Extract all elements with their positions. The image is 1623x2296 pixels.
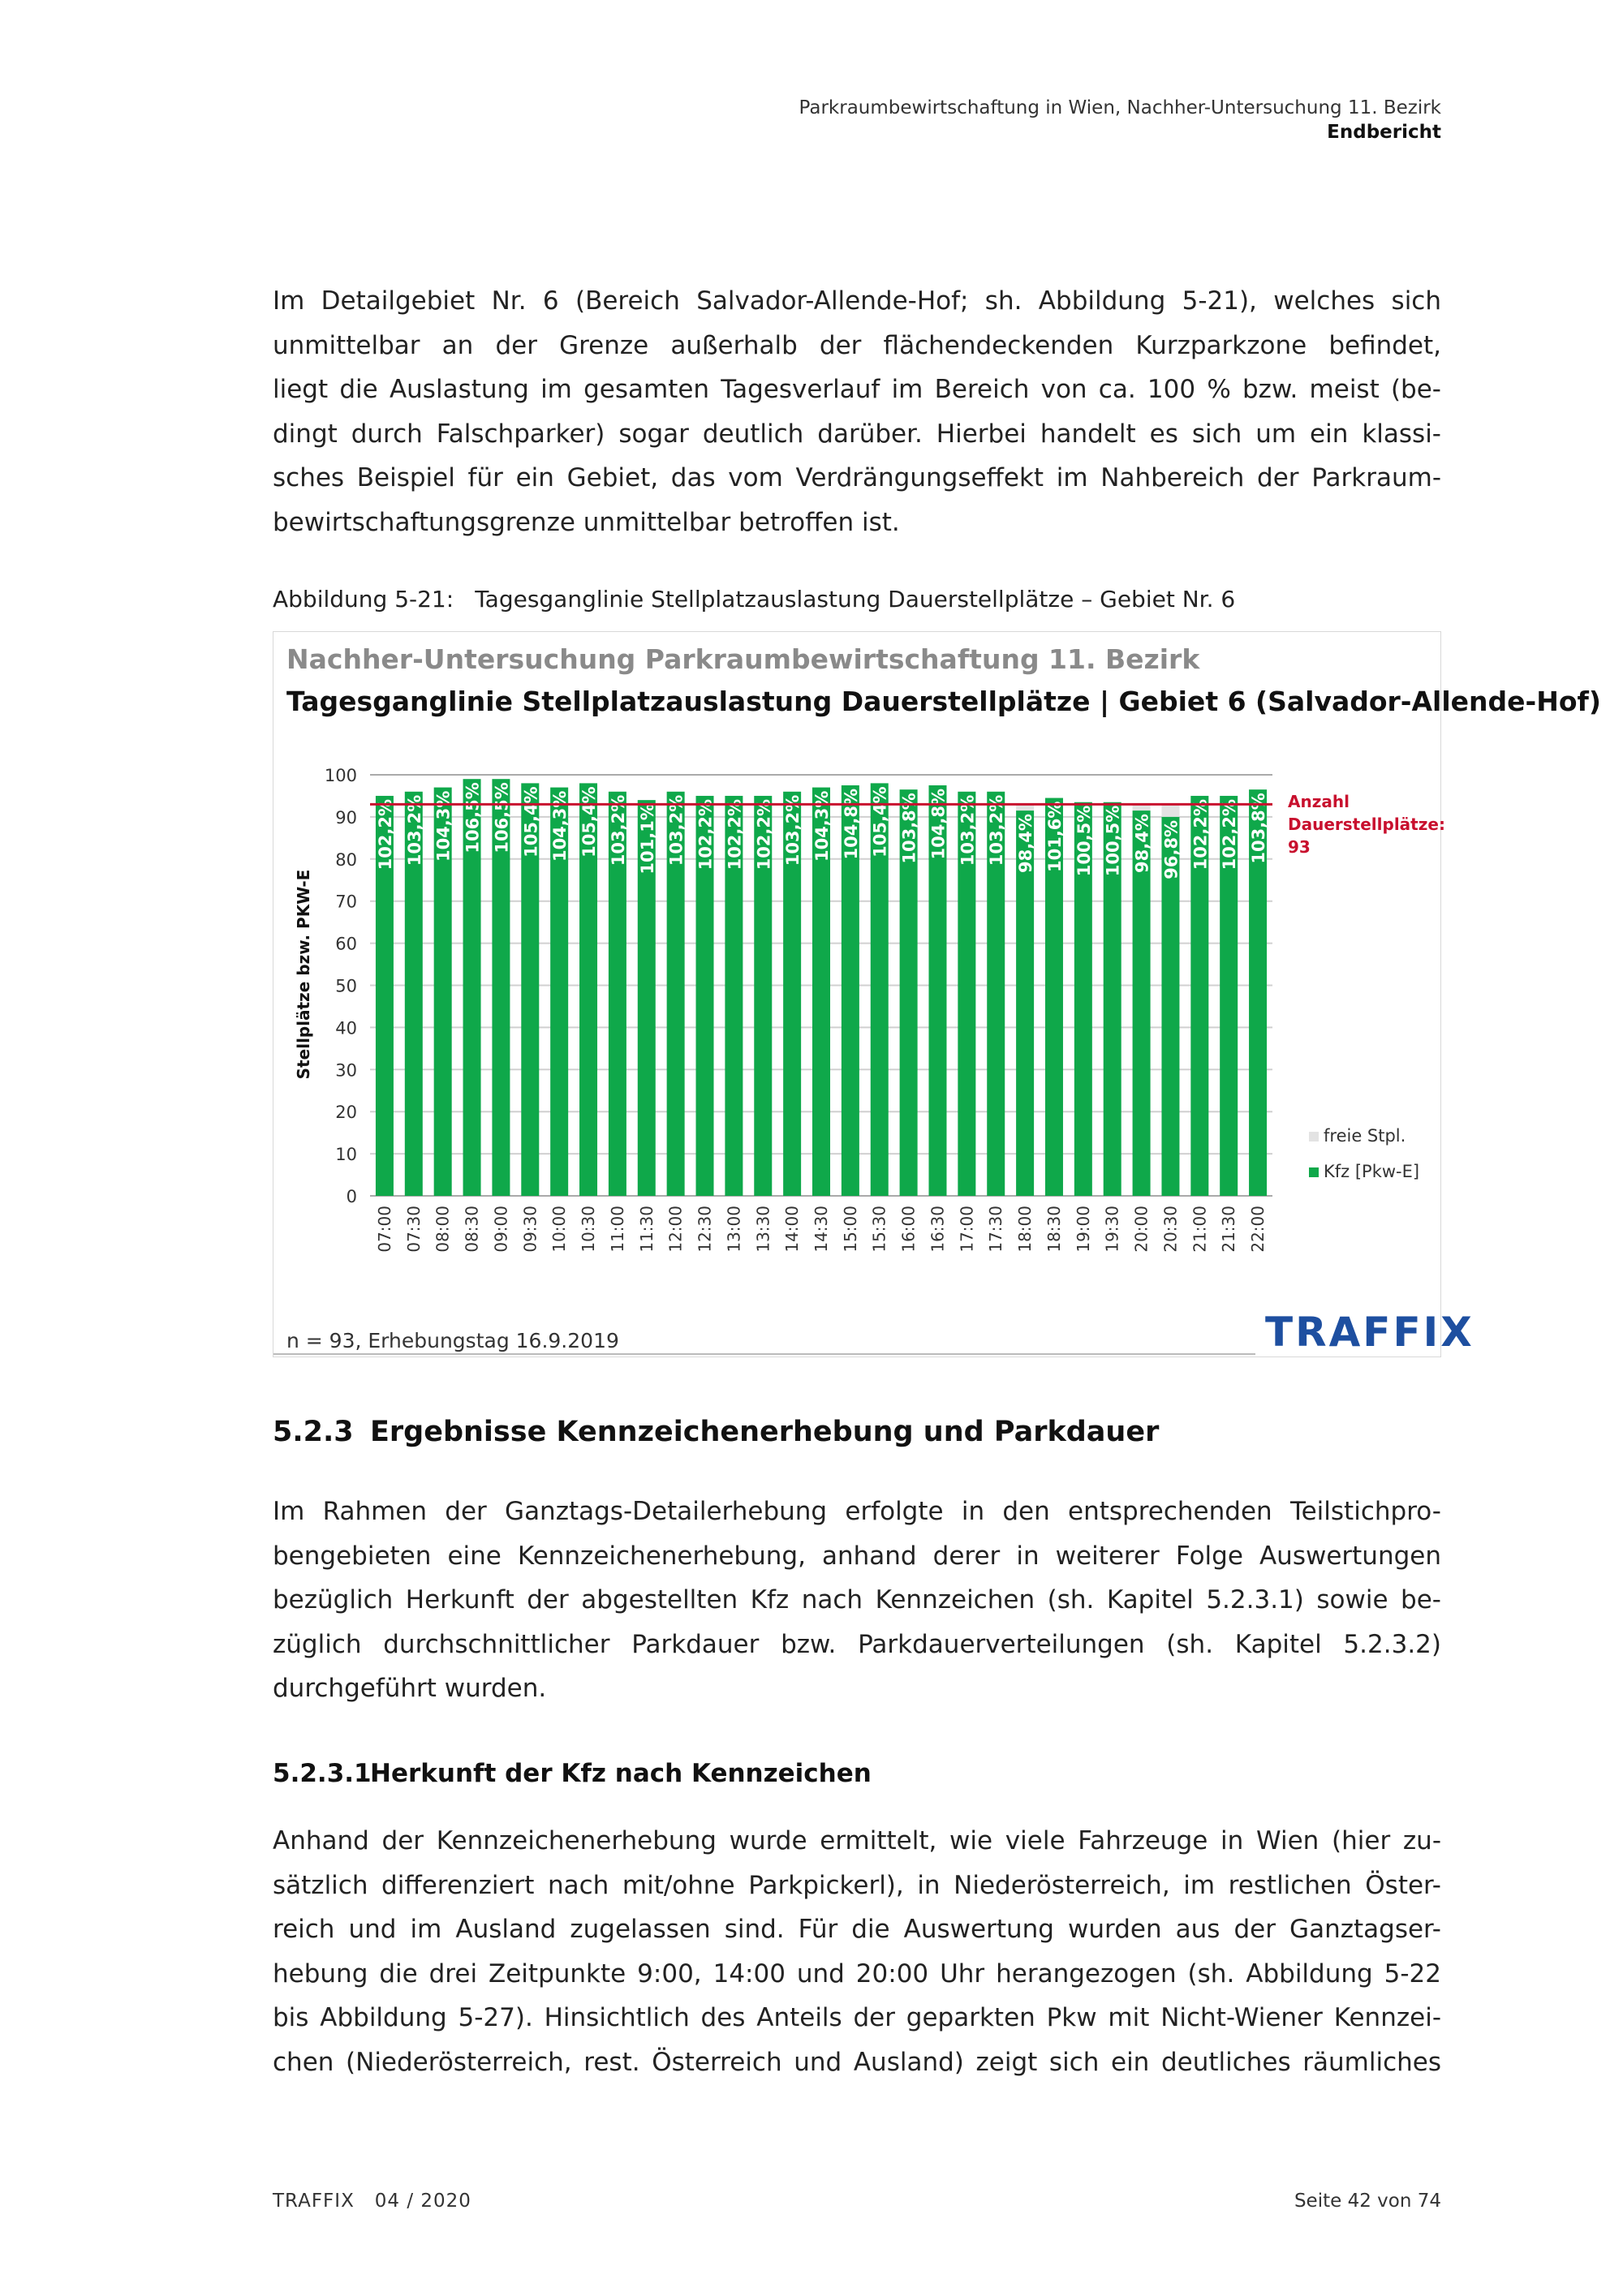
paragraph-line: durchgeführt wurden. [273, 1674, 547, 1703]
footer-left: TRAFFIX 04 / 2020 [273, 2191, 471, 2212]
bar-percent-label: 103,2% [666, 794, 687, 866]
y-tick-label: 90 [335, 807, 357, 828]
paragraph-line: chen (Niederösterreich, rest. Österreich und Ausland) zeigt sich ein deutliches räumliches [273, 2047, 1441, 2077]
figure-caption [273, 586, 1256, 613]
chart-footnote: n = 93, Erhebungstag 16.9.2019 [286, 1329, 619, 1352]
x-tick-label: 17:30 [986, 1206, 1006, 1253]
x-tick-label: 22:00 [1248, 1206, 1268, 1253]
paragraph-line: reich und im Ausland zugelassen sind. Für die Auswertung wurden aus der Ganztagser- [273, 1915, 1441, 1944]
section-title: Ergebnisse Kennzeichenerhebung und Parkdauer [370, 1416, 1160, 1448]
paragraph-line: unmittelbar an der Grenze außerhalb der flächendeckenden Kurzparkzone befindet, [273, 330, 1441, 360]
x-tick-label: 19:00 [1073, 1206, 1093, 1253]
x-tick-label: 13:00 [724, 1206, 744, 1253]
y-tick-label: 20 [335, 1103, 357, 1123]
bar-percent-label: 104,3% [812, 790, 832, 862]
bar-percent-label: 105,4% [579, 786, 600, 858]
figure-caption-label: Abbildung 5-21: [273, 586, 454, 613]
bar-percent-label: 103,2% [404, 794, 424, 866]
y-tick-label: 30 [335, 1060, 357, 1081]
bar-percent-label: 100,5% [1103, 805, 1123, 877]
figure-caption-text: Tagesganglinie Stellplatzauslastung Dauerstellplätze – Gebiet Nr. 6 [475, 586, 1236, 613]
bar-percent-label: 102,2% [754, 798, 774, 871]
x-tick-label: 14:30 [812, 1206, 831, 1253]
paragraph-line: bengebieten eine Kennzeichenerhebung, anhand derer in weiterer Folge Auswertungen [273, 1541, 1441, 1571]
x-tick-label: 20:00 [1131, 1206, 1152, 1253]
bar-percent-label: 103,2% [608, 794, 628, 866]
legend [1309, 1126, 1419, 1181]
paragraph-line: bezüglich Herkunft der abgestellten Kfz nach Kennzeichen (sh. Kapitel 5.2.3.1) sowie be- [273, 1585, 1441, 1615]
y-tick-label: 60 [335, 934, 357, 954]
x-tick-label: 12:30 [695, 1206, 715, 1253]
reference-line-label: 93 [1288, 837, 1311, 857]
bar-percent-label: 100,5% [1074, 805, 1094, 877]
x-tick-label: 07:00 [374, 1206, 394, 1253]
chart-subtitle: Tagesganglinie Stellplatzauslastung Dauerstellplätze | Gebiet 6 (Salvador-Allende-Hof) [286, 686, 1601, 717]
x-tick-label: 12:00 [665, 1206, 686, 1253]
section-number: 5.2.3 [273, 1416, 354, 1448]
legend-label-free: freie Stpl. [1324, 1126, 1406, 1146]
paragraph-1 [273, 279, 1441, 544]
chart-container [273, 631, 1601, 1357]
bar-percent-label: 104,8% [928, 788, 949, 860]
bar-percent-label: 96,8% [1161, 819, 1182, 879]
bar-percent-label: 102,2% [725, 798, 745, 871]
x-tick-label: 20:30 [1160, 1206, 1181, 1253]
paragraph-line: bis Abbildung 5-27). Hinsichtlich des Anteils der geparkten Pkw mit Nicht-Wiener Kennzei- [273, 2003, 1441, 2032]
reference-line-label: Anzahl [1288, 792, 1350, 811]
paragraph-2 [273, 1490, 1441, 1711]
running-header-subtitle: Endbericht [1327, 122, 1441, 143]
bar-percent-label: 102,2% [695, 798, 716, 871]
bar-percent-label: 104,3% [550, 790, 570, 862]
subsection-title: Herkunft der Kfz nach Kennzeichen [370, 1759, 872, 1788]
bar-percent-label: 103,8% [899, 793, 919, 864]
bar-percent-label: 102,2% [1220, 798, 1240, 871]
y-tick-label: 80 [335, 849, 357, 870]
x-tick-label: 18:30 [1044, 1206, 1064, 1253]
paragraph-line: Anhand der Kennzeichenerhebung wurde ermittelt, wie viele Fahrzeuge in Wien (hier zu- [273, 1826, 1441, 1855]
bar-chart [273, 632, 1601, 1357]
bar-percent-label: 103,2% [958, 794, 978, 866]
paragraph-line: bewirtschaftungsgrenze unmittelbar betroffen ist. [273, 507, 900, 537]
paragraph-line: hebung die drei Zeitpunkte 9:00, 14:00 und 20:00 Uhr herangezogen (sh. Abbildung 5-22 [273, 1958, 1441, 1989]
subsection-number: 5.2.3.1 [273, 1759, 372, 1788]
paragraph-line: Im Detailgebiet Nr. 6 (Bereich Salvador-Allende-Hof; sh. Abbildung 5-21), welches sich [273, 286, 1441, 316]
x-tick-label: 18:00 [1015, 1206, 1035, 1253]
paragraph-line: Im Rahmen der Ganztags-Detailerhebung erfolgte in den entsprechenden Teilstichpro- [273, 1497, 1441, 1526]
bar-percent-label: 103,2% [783, 794, 803, 866]
y-tick-label: 100 [324, 766, 357, 785]
y-tick-label: 70 [335, 892, 357, 912]
y-tick-label: 0 [346, 1187, 357, 1206]
bar-percent-label: 102,2% [1190, 798, 1211, 871]
legend-swatch-kfz [1309, 1167, 1319, 1177]
x-tick-label: 19:30 [1102, 1206, 1122, 1253]
bar-percent-label: 101,1% [637, 803, 657, 875]
section-heading [273, 1416, 1159, 1448]
x-tick-label: 10:00 [549, 1206, 570, 1253]
legend-label-kfz: Kfz [Pkw-E] [1324, 1162, 1420, 1181]
legend-swatch-free [1309, 1132, 1319, 1142]
bar-percent-label: 104,8% [841, 788, 861, 860]
traffix-logo: TRAFFIX [1265, 1309, 1474, 1356]
bar-percent-label: 105,4% [521, 786, 541, 858]
paragraph-line: liegt die Auslastung im gesamten Tagesverlauf im Bereich von ca. 100 % bzw. meist (be- [273, 375, 1441, 404]
paragraph-line: züglich durchschnittlicher Parkdauer bzw. Parkdauerverteilungen (sh. Kapitel 5.2.3.2) [273, 1629, 1441, 1659]
bar-percent-label: 98,4% [1016, 814, 1036, 873]
bar-percent-label: 106,5% [463, 782, 483, 853]
x-tick-label: 16:30 [928, 1206, 948, 1253]
x-tick-label: 11:30 [636, 1206, 657, 1253]
y-axis-label: Stellplätze bzw. PKW-E [294, 869, 313, 1080]
x-tick-label: 21:00 [1190, 1206, 1210, 1253]
x-tick-label: 15:30 [869, 1206, 889, 1253]
footer-page-number: Seite 42 von 74 [1294, 2191, 1441, 2212]
bar-percent-label: 102,2% [375, 798, 395, 871]
y-tick-label: 10 [335, 1145, 357, 1165]
bar-percent-label: 106,5% [492, 782, 512, 853]
x-tick-label: 10:30 [579, 1206, 599, 1253]
bar-percent-label: 103,8% [1249, 793, 1269, 864]
bar-percent-label: 98,4% [1132, 814, 1152, 873]
x-tick-label: 16:00 [898, 1206, 919, 1253]
chart-title: Nachher-Untersuchung Parkraumbewirtschaftung 11. Bezirk [286, 643, 1200, 675]
x-tick-label: 17:00 [957, 1206, 977, 1253]
x-tick-label: 09:00 [491, 1206, 511, 1253]
paragraph-line: dingt durch Falschparker) sogar deutlich darüber. Hierbei handelt es sich um ein klassi- [273, 419, 1441, 449]
x-tick-label: 13:30 [753, 1206, 773, 1253]
x-tick-label: 21:30 [1219, 1206, 1239, 1253]
bar-percent-label: 104,3% [433, 790, 454, 862]
paragraph-line: sches Beispiel für ein Gebiet, das vom Verdrängungseffekt im Nahbereich der Parkraum- [273, 463, 1441, 492]
reference-line-label: Dauerstellplätze: [1288, 815, 1445, 834]
x-tick-label: 15:00 [840, 1206, 860, 1253]
x-tick-label: 14:00 [782, 1206, 803, 1253]
y-tick-label: 40 [335, 1018, 357, 1038]
bar-percent-label: 105,4% [870, 786, 890, 858]
paragraph-line: sätzlich differenziert nach mit/ohne Parkpickerl), in Niederösterreich, im restlichen Öster- [273, 1870, 1441, 1900]
y-tick-label: 50 [335, 976, 357, 996]
x-tick-label: 11:00 [607, 1206, 627, 1253]
bar-percent-label: 101,6% [1044, 801, 1065, 873]
x-tick-label: 07:30 [403, 1206, 424, 1253]
bar-free-spaces [1161, 804, 1179, 817]
x-tick-label: 08:00 [433, 1206, 453, 1253]
paragraph-3 [273, 1819, 1441, 2084]
bar-percent-label: 103,2% [987, 794, 1007, 866]
running-header-title: Parkraumbewirtschaftung in Wien, Nachher-Untersuchung 11. Bezirk [799, 97, 1441, 118]
x-tick-label: 08:30 [462, 1206, 482, 1253]
subsection-heading [273, 1759, 872, 1788]
x-tick-label: 09:30 [520, 1206, 540, 1253]
